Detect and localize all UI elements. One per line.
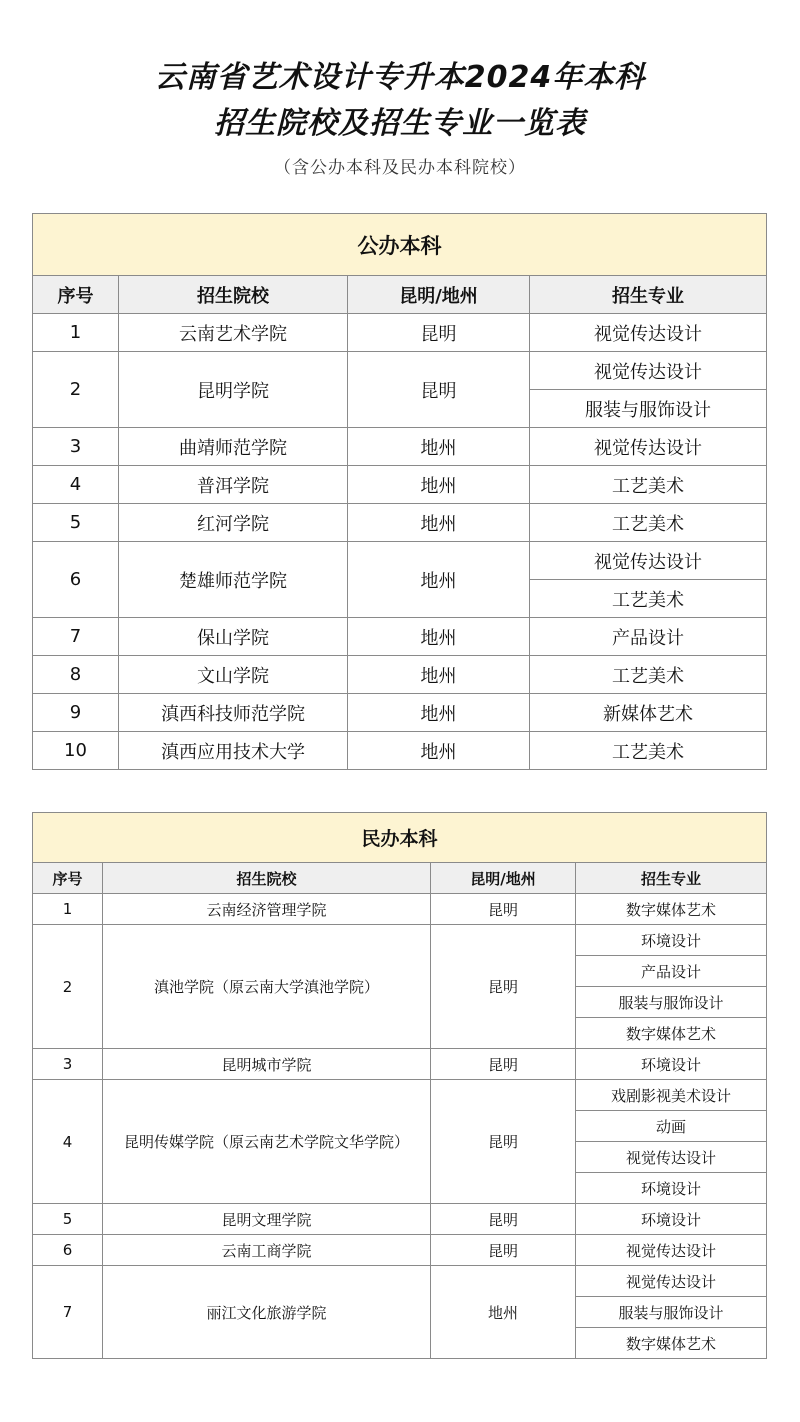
cell-major: 戏剧影视美术设计 <box>576 1080 767 1111</box>
col-header-major: 招生专业 <box>576 863 767 894</box>
cell-school: 普洱学院 <box>119 466 348 504</box>
cell-no: 3 <box>33 428 119 466</box>
cell-school: 云南经济管理学院 <box>103 894 431 925</box>
cell-major: 视觉传达设计 <box>576 1266 767 1297</box>
cell-no: 8 <box>33 656 119 694</box>
cell-major: 工艺美术 <box>530 504 767 542</box>
col-header-no: 序号 <box>33 863 103 894</box>
cell-no: 4 <box>33 466 119 504</box>
cell-no: 5 <box>33 504 119 542</box>
cell-major: 环境设计 <box>576 1049 767 1080</box>
cell-school: 昆明传媒学院（原云南艺术学院文华学院） <box>103 1080 431 1204</box>
col-header-major: 招生专业 <box>530 276 767 314</box>
col-header-school: 招生院校 <box>119 276 348 314</box>
cell-school: 滇池学院（原云南大学滇池学院） <box>103 925 431 1049</box>
cell-location: 地州 <box>348 656 530 694</box>
cell-school: 昆明文理学院 <box>103 1204 431 1235</box>
cell-no: 2 <box>33 352 119 428</box>
cell-no: 6 <box>33 542 119 618</box>
cell-no: 5 <box>33 1204 103 1235</box>
col-header-no: 序号 <box>33 276 119 314</box>
cell-school: 文山学院 <box>119 656 348 694</box>
cell-major: 环境设计 <box>576 1204 767 1235</box>
cell-major: 动画 <box>576 1111 767 1142</box>
private-section-title: 民办本科 <box>33 813 767 863</box>
cell-major: 视觉传达设计 <box>530 542 767 580</box>
cell-major: 服装与服饰设计 <box>530 390 767 428</box>
page-title-line1: 云南省艺术设计专升本2024年本科 <box>154 60 646 95</box>
cell-major: 新媒体艺术 <box>530 694 767 732</box>
cell-school: 保山学院 <box>119 618 348 656</box>
cell-location: 昆明 <box>431 894 576 925</box>
table-row <box>33 314 767 352</box>
col-header-location: 昆明/地州 <box>348 276 530 314</box>
table-row <box>33 542 767 580</box>
cell-location: 地州 <box>348 618 530 656</box>
cell-school: 昆明学院 <box>119 352 348 428</box>
cell-major: 视觉传达设计 <box>530 428 767 466</box>
cell-school: 滇西科技师范学院 <box>119 694 348 732</box>
table-row <box>33 732 767 770</box>
cell-major: 视觉传达设计 <box>576 1142 767 1173</box>
cell-major: 工艺美术 <box>530 656 767 694</box>
cell-location: 地州 <box>348 732 530 770</box>
cell-location: 地州 <box>348 694 530 732</box>
table-row <box>33 428 767 466</box>
cell-major: 工艺美术 <box>530 732 767 770</box>
cell-location: 地州 <box>348 542 530 618</box>
cell-location: 昆明 <box>431 1204 576 1235</box>
table-row <box>33 466 767 504</box>
cell-major: 产品设计 <box>530 618 767 656</box>
private-table-body <box>33 894 767 1359</box>
cell-major: 视觉传达设计 <box>530 314 767 352</box>
table-row <box>33 894 767 925</box>
public-section-title: 公办本科 <box>33 214 767 276</box>
cell-major: 环境设计 <box>576 1173 767 1204</box>
table-row <box>33 1080 767 1111</box>
cell-major: 视觉传达设计 <box>530 352 767 390</box>
cell-school: 楚雄师范学院 <box>119 542 348 618</box>
cell-no: 6 <box>33 1235 103 1266</box>
cell-major: 环境设计 <box>576 925 767 956</box>
table-row <box>33 618 767 656</box>
cell-major: 服装与服饰设计 <box>576 987 767 1018</box>
cell-major: 数字媒体艺术 <box>576 894 767 925</box>
cell-no: 1 <box>33 314 119 352</box>
cell-school: 丽江文化旅游学院 <box>103 1266 431 1359</box>
cell-location: 地州 <box>348 504 530 542</box>
page-subtitle: （含公办本科及民办本科院校） <box>274 158 526 178</box>
public-university-table <box>32 213 767 770</box>
cell-no: 4 <box>33 1080 103 1204</box>
cell-school: 昆明城市学院 <box>103 1049 431 1080</box>
cell-school: 滇西应用技术大学 <box>119 732 348 770</box>
table-row <box>33 1266 767 1297</box>
cell-major: 工艺美术 <box>530 466 767 504</box>
cell-location: 昆明 <box>431 1049 576 1080</box>
cell-major: 数字媒体艺术 <box>576 1018 767 1049</box>
cell-location: 地州 <box>348 466 530 504</box>
cell-major: 数字媒体艺术 <box>576 1328 767 1359</box>
page-title-line2: 招生院校及招生专业一览表 <box>214 106 586 141</box>
table-row <box>33 1049 767 1080</box>
cell-school: 曲靖师范学院 <box>119 428 348 466</box>
cell-school: 红河学院 <box>119 504 348 542</box>
table-row <box>33 694 767 732</box>
cell-location: 地州 <box>348 428 530 466</box>
table-row <box>33 352 767 390</box>
cell-location: 昆明 <box>431 925 576 1049</box>
cell-no: 10 <box>33 732 119 770</box>
cell-location: 昆明 <box>348 314 530 352</box>
cell-major: 服装与服饰设计 <box>576 1297 767 1328</box>
cell-location: 昆明 <box>431 1235 576 1266</box>
cell-school: 云南工商学院 <box>103 1235 431 1266</box>
table-row <box>33 656 767 694</box>
cell-school: 云南艺术学院 <box>119 314 348 352</box>
col-header-school: 招生院校 <box>103 863 431 894</box>
table-row <box>33 1235 767 1266</box>
public-table-body <box>33 314 767 770</box>
cell-no: 1 <box>33 894 103 925</box>
table-row <box>33 504 767 542</box>
cell-no: 7 <box>33 618 119 656</box>
table-row <box>33 925 767 956</box>
table-row <box>33 1204 767 1235</box>
col-header-location: 昆明/地州 <box>431 863 576 894</box>
cell-location: 地州 <box>431 1266 576 1359</box>
cell-major: 工艺美术 <box>530 580 767 618</box>
cell-location: 昆明 <box>431 1080 576 1204</box>
cell-no: 2 <box>33 925 103 1049</box>
cell-no: 7 <box>33 1266 103 1359</box>
cell-major: 产品设计 <box>576 956 767 987</box>
private-university-table <box>32 812 767 1359</box>
cell-location: 昆明 <box>348 352 530 428</box>
cell-no: 9 <box>33 694 119 732</box>
cell-major: 视觉传达设计 <box>576 1235 767 1266</box>
cell-no: 3 <box>33 1049 103 1080</box>
